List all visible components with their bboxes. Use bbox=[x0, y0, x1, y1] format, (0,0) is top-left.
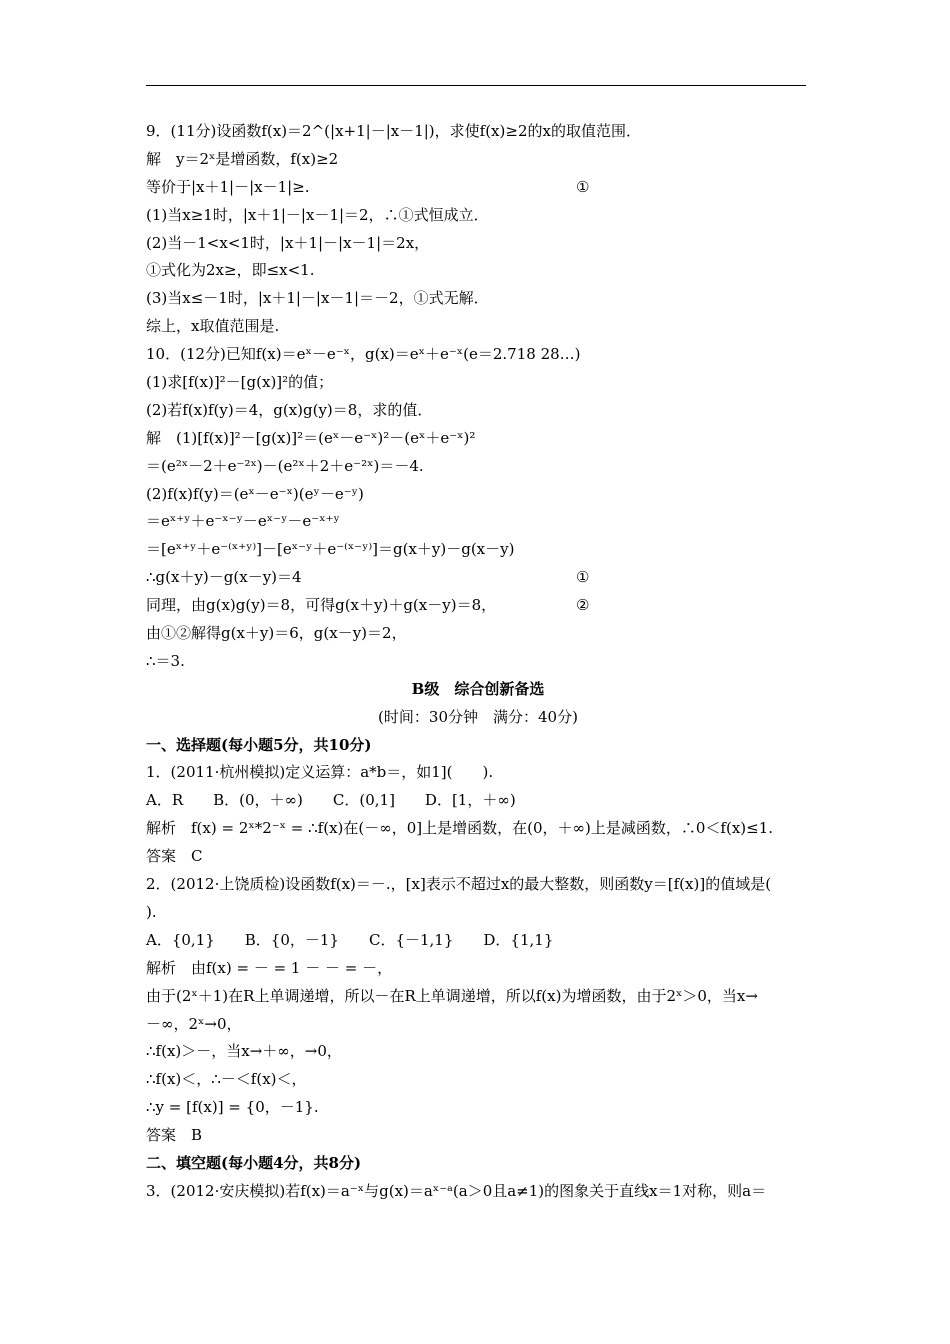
line-text: 10．(12分)已知f(x)＝eˣ－e⁻ˣ，g(x)＝eˣ＋e⁻ˣ(e＝2.718 28…) bbox=[146, 345, 581, 364]
text-line bbox=[146, 564, 810, 592]
line-text: 答案 B bbox=[146, 1126, 203, 1145]
text-line bbox=[146, 1122, 810, 1150]
line-text: B级 综合创新备选 bbox=[411, 679, 545, 698]
text-line bbox=[146, 899, 810, 927]
line-text: 答案 C bbox=[146, 847, 203, 866]
line-text: 二、填空题(每小题4分，共8分) bbox=[146, 1153, 362, 1172]
line-text: ＝(e²ˣ－2＋e⁻²ˣ)－(e²ˣ＋2＋e⁻²ˣ)＝－4. bbox=[146, 456, 424, 475]
text-line bbox=[146, 1094, 810, 1122]
line-text: 1．(2011·杭州模拟)定义运算：a*b＝，如1]( ). bbox=[146, 763, 494, 782]
text-line bbox=[146, 592, 810, 620]
line-text: A．{0,1} B．{0，－1} C．{－1,1} D．{1,1} bbox=[146, 930, 554, 949]
text-line bbox=[146, 230, 810, 258]
line-text: 解析 f(x) = 2ˣ*2⁻ˣ = ∴f(x)在(－∞，0]上是增函数，在(0，＋∞)上是减函数，∴0＜f(x)≤1. bbox=[146, 819, 774, 838]
text-line bbox=[146, 1038, 810, 1066]
text-line bbox=[146, 425, 810, 453]
text-line bbox=[146, 257, 810, 285]
line-text: (2)当－1<x<1时，|x＋1|－|x－1|＝2x， bbox=[146, 233, 430, 252]
text-line bbox=[146, 676, 810, 704]
text-line bbox=[146, 313, 810, 341]
line-text: (2)若f(x)f(y)＝4，g(x)g(y)＝8，求的值． bbox=[146, 400, 433, 419]
line-text: ). bbox=[146, 902, 157, 921]
text-line bbox=[146, 787, 810, 815]
document-body bbox=[146, 118, 810, 1206]
text-line bbox=[146, 620, 810, 648]
line-text: (1)当x≥1时，|x＋1|－|x－1|＝2，∴①式恒成立． bbox=[146, 205, 489, 224]
text-line bbox=[146, 1011, 810, 1039]
line-text: A．R B．(0，＋∞) C．(0,1] D．[1，＋∞) bbox=[146, 791, 516, 810]
equation-marker: ① bbox=[576, 568, 590, 587]
text-line bbox=[146, 202, 810, 230]
line-text: －∞，2ˣ→0， bbox=[146, 1014, 242, 1033]
text-line bbox=[146, 648, 810, 676]
text-line bbox=[146, 815, 810, 843]
line-text: 由①②解得g(x＋y)＝6，g(x－y)＝2， bbox=[146, 624, 407, 643]
text-line bbox=[146, 174, 810, 202]
text-line bbox=[146, 1066, 810, 1094]
text-line bbox=[146, 536, 810, 564]
line-text: 解 y＝2ˣ是增函数，f(x)≥2 bbox=[146, 149, 339, 168]
line-text: ∴＝3. bbox=[146, 651, 185, 670]
text-line bbox=[146, 453, 810, 481]
text-line bbox=[146, 397, 810, 425]
line-text: ∴g(x＋y)－g(x－y)＝4 bbox=[146, 568, 302, 587]
line-text: 同理，由g(x)g(y)＝8，可得g(x＋y)＋g(x－y)＝8， bbox=[146, 596, 497, 615]
line-text: ∴y = [f(x)] = {0，－1}. bbox=[146, 1098, 319, 1117]
text-line bbox=[146, 146, 810, 174]
text-line bbox=[146, 285, 810, 313]
text-line bbox=[146, 983, 810, 1011]
text-line bbox=[146, 508, 810, 536]
text-line bbox=[146, 759, 810, 787]
equation-marker: ① bbox=[576, 177, 590, 196]
line-text: 解 (1)[f(x)]²－[g(x)]²＝(eˣ－e⁻ˣ)²－(eˣ＋e⁻ˣ)² bbox=[146, 428, 476, 447]
line-text: 一、选择题(每小题5分，共10分) bbox=[146, 735, 372, 754]
text-line bbox=[146, 732, 810, 760]
line-text: ∴f(x)＞－，当x→＋∞，→0， bbox=[146, 1042, 342, 1061]
line-text: 综上，x取值范围是. bbox=[146, 317, 280, 336]
line-text: (1)求[f(x)]²－[g(x)]²的值； bbox=[146, 373, 334, 392]
equation-marker: ② bbox=[576, 596, 590, 615]
line-text: 解析 由f(x) = － = 1 － － = －， bbox=[146, 958, 393, 977]
text-line bbox=[146, 481, 810, 509]
line-text: (时间：30分钟 满分：40分) bbox=[378, 707, 578, 726]
text-line bbox=[146, 369, 810, 397]
line-text: (2)f(x)f(y)＝(eˣ－e⁻ˣ)(eʸ－e⁻ʸ) bbox=[146, 484, 364, 503]
line-text: ＝[eˣ⁺ʸ＋e⁻⁽ˣ⁺ʸ⁾]－[eˣ⁻ʸ＋e⁻⁽ˣ⁻ʸ⁾]＝g(x＋y)－g(x－y) bbox=[146, 540, 515, 559]
line-text: ∴f(x)＜，∴－＜f(x)＜， bbox=[146, 1070, 307, 1089]
line-text: ＝eˣ⁺ʸ＋e⁻ˣ⁻ʸ－eˣ⁻ʸ－e⁻ˣ⁺ʸ bbox=[146, 512, 340, 531]
text-line bbox=[146, 704, 810, 732]
text-line bbox=[146, 927, 810, 955]
text-line bbox=[146, 871, 810, 899]
text-line bbox=[146, 955, 810, 983]
line-text: 等价于|x＋1|－|x－1|≥. bbox=[146, 177, 310, 196]
line-text: 2．(2012·上饶质检)设函数f(x)＝－.，[x]表示不超过x的最大整数，则函数y＝[f(x)]的值域是( bbox=[146, 875, 772, 894]
line-text: (3)当x≤－1时，|x＋1|－|x－1|＝－2，①式无解． bbox=[146, 289, 489, 308]
line-text: 由于(2ˣ＋1)在R上单调递增，所以－在R上单调递增，所以f(x)为增函数，由于2ˣ＞0，当x→ bbox=[146, 986, 758, 1005]
text-line bbox=[146, 1150, 810, 1178]
text-line bbox=[146, 843, 810, 871]
line-text: 9．(11分)设函数f(x)＝2^(|x+1|－|x－1|)，求使f(x)≥2的x的取值范围． bbox=[146, 122, 641, 140]
text-line bbox=[146, 341, 810, 369]
text-line bbox=[146, 1178, 810, 1206]
line-text: 3．(2012·安庆模拟)若f(x)＝a⁻ˣ与g(x)＝aˣ⁻ᵃ(a＞0且a≠1)的图象关于直线x＝1对称，则a＝ bbox=[146, 1181, 767, 1200]
text-line bbox=[146, 118, 810, 146]
header-rule bbox=[146, 85, 806, 86]
line-text: ①式化为2x≥，即≤x<1. bbox=[146, 261, 315, 280]
